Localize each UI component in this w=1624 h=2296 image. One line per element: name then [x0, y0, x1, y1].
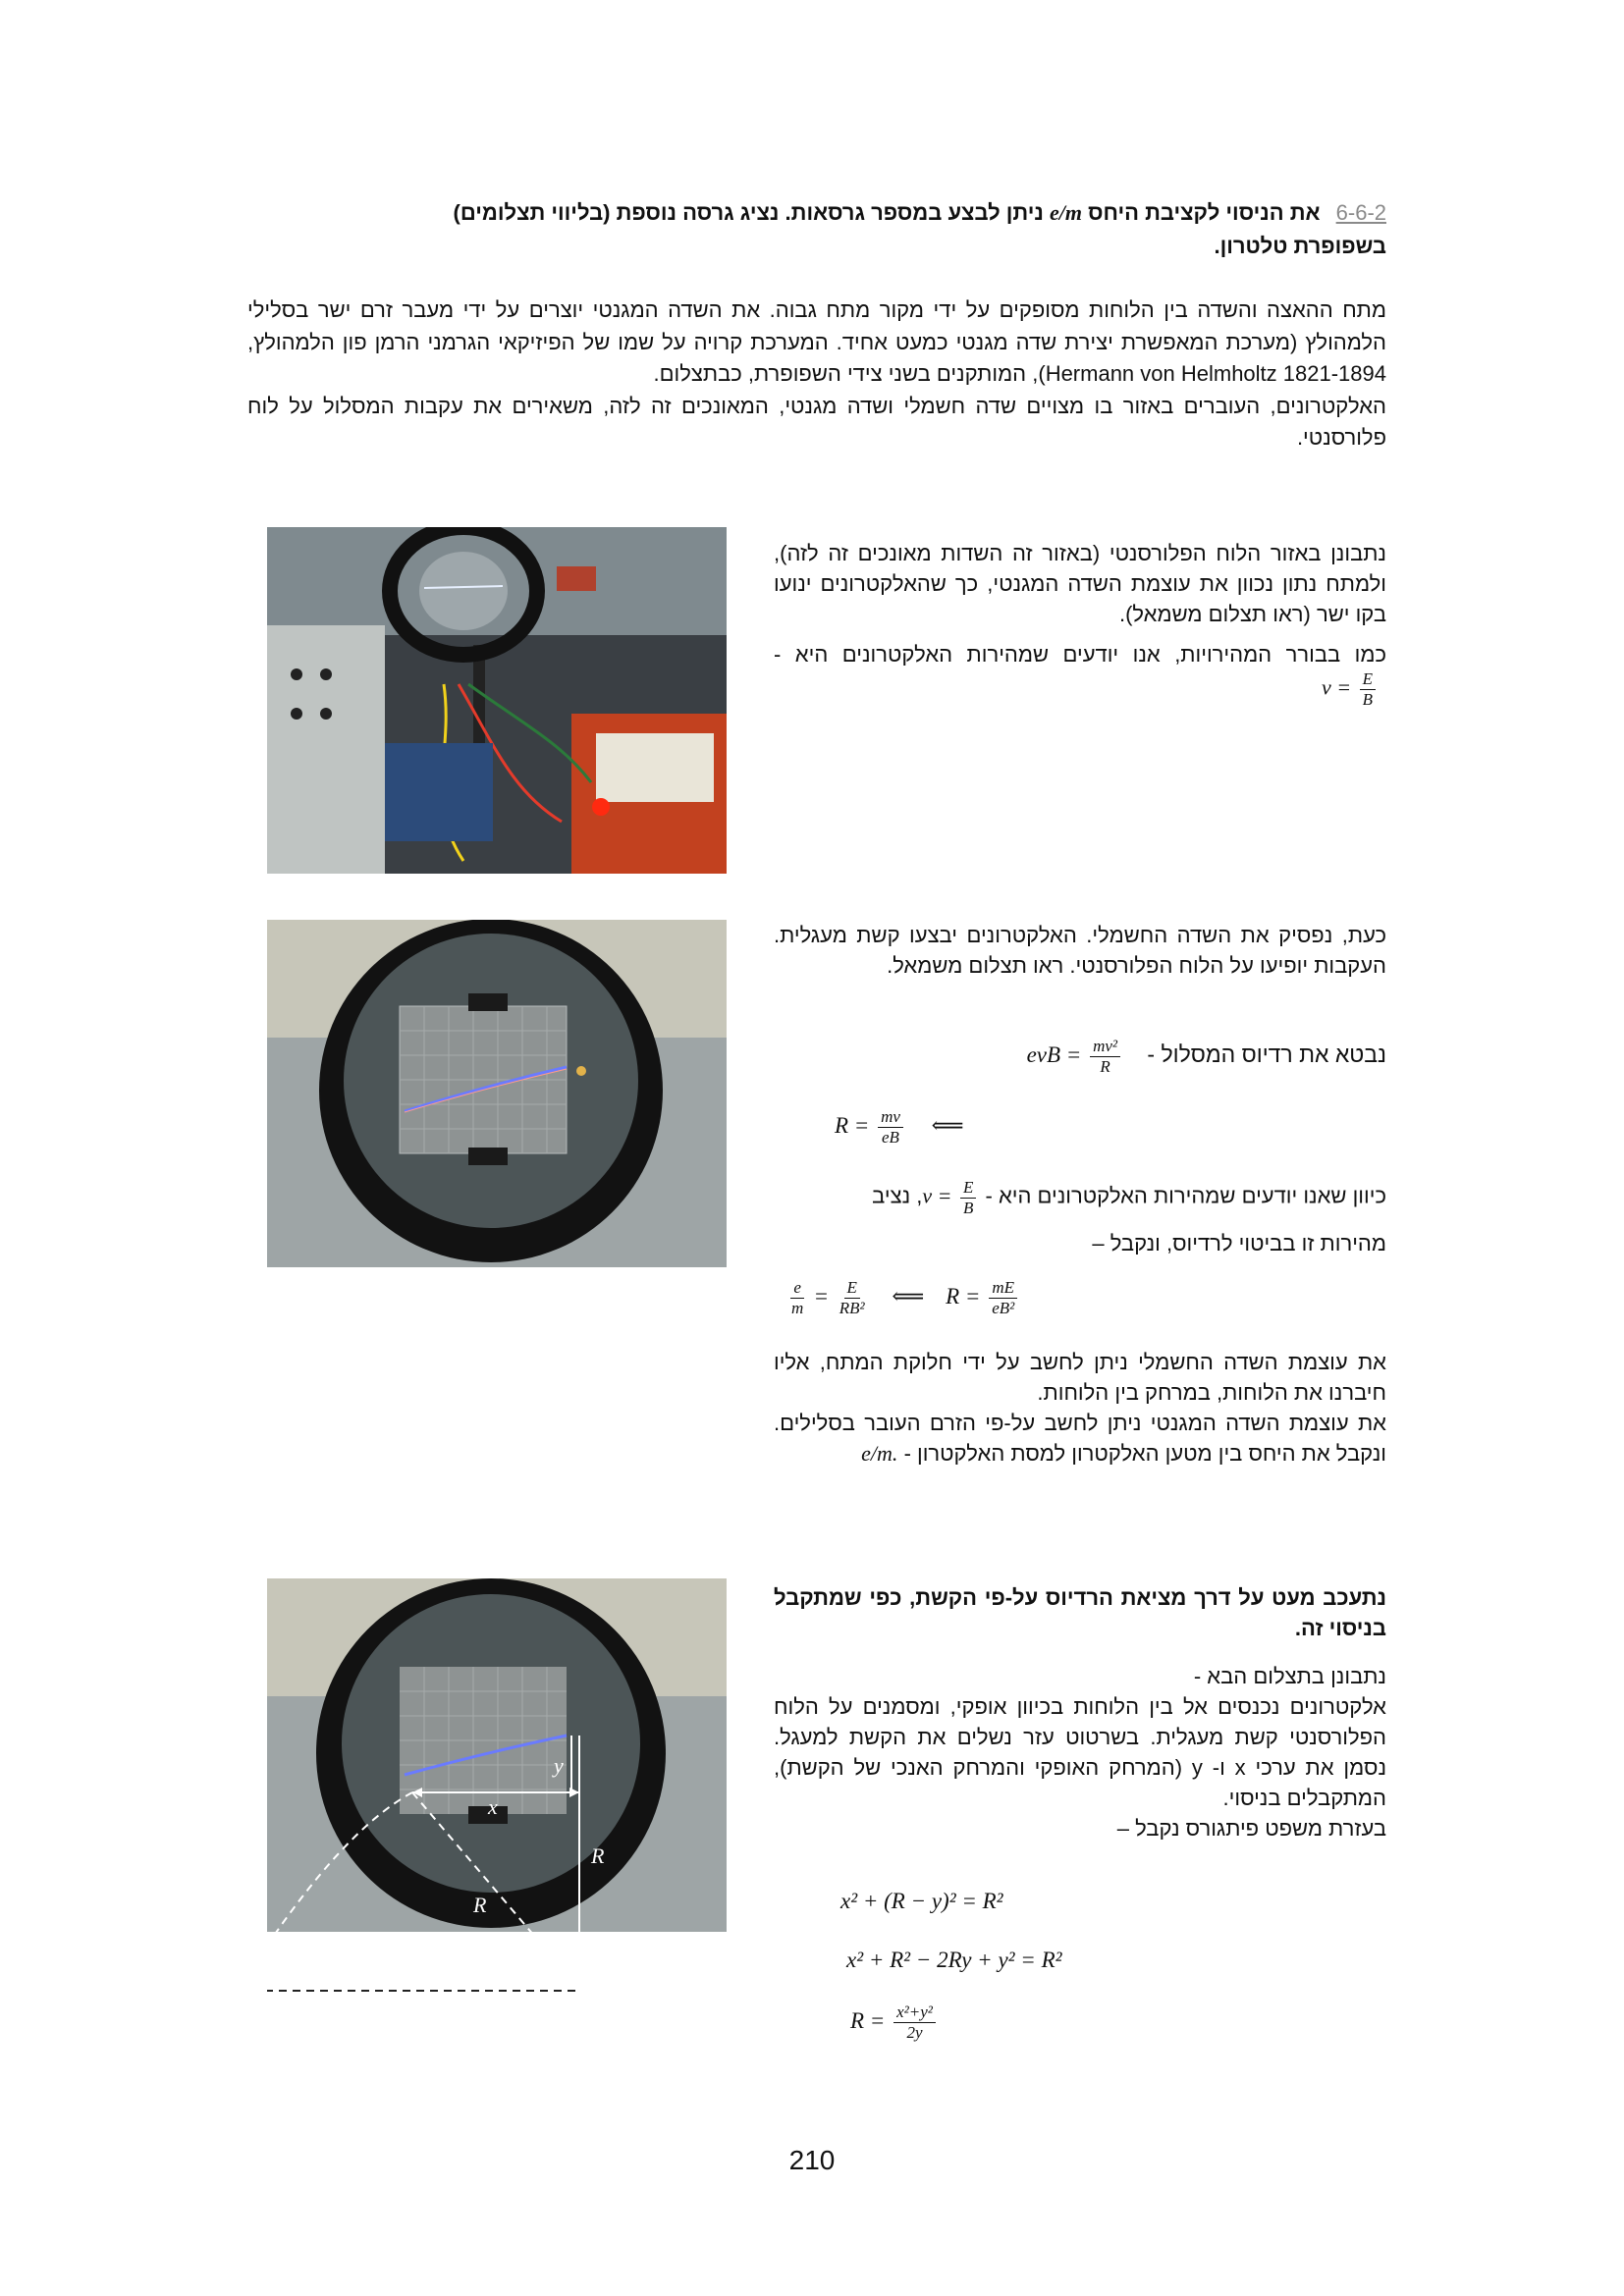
radius-line: נבטא את רדיוס המסלול - evB = $\frac{\text{mv²}}{R}$	[1026, 1037, 1386, 1076]
block3-text	[774, 1582, 1386, 1843]
block1-paragraph-2: כמו בבורר המהירויות, אנו יודעים שמהירות האלקטרונים היא - v = $\frac{E}{B}$	[774, 642, 1386, 709]
label-y: y	[554, 1753, 564, 1778]
implies-arrow: ⟸	[931, 1112, 964, 1138]
radius-result-equation: R = $\frac{\text{x²+y²}}{2y}$	[850, 2002, 939, 2043]
block2-paragraph-1: כעת, נפסיק את השדה החשמלי. האלקטרונים יבצעו קשת מעגלית. העקבות יופיעו על הלוח הפלורסנטי. ראו תצלום משמאל.	[774, 923, 1386, 978]
block2-paragraph-3: את עוצמת השדה החשמלי ניתן לחשב על ידי חלוקת המתח, אליו חיברנו את הלוחות, במרחק בין הלוחות.	[774, 1350, 1386, 1405]
arc-construction-overlay	[267, 1578, 640, 2010]
heading-line-2: בשפופרת טלטרון.	[1214, 234, 1386, 258]
pythagoras-equation-2: x² + R² − 2Ry + y² = R²	[846, 1948, 1062, 1972]
photo-teltron-apparatus	[267, 527, 727, 874]
apparatus-photo-illustration	[267, 527, 727, 874]
block2-paragraph-4: את עוצמת השדה המגנטי ניתן לחשב על-פי הזרם העובר בסלילים. ונקבל את היחס בין מטען האלקטרון למסת האלקטרון - e/m.	[774, 1411, 1386, 1466]
label-r-vertical: R	[591, 1843, 605, 1868]
intro-paragraph-1: מתח ההאצה והשדה בין הלוחות מסופקים על ידי מקור מתח גבוה. את השדה המגנטי יוצרים על ידי מעבר זרם ישר בסלילי הלמהולץ (מערכת המאפשרת יצירת שדה מגנטי כמעט אחיד. המערכת קרויה על שמו של הפיזיקאי הגרמני הרמן פון הלמהולץ, Hermann von Helmholtz 1821-1894), המותקנים בשני צידי השפופרת, כבתצלום.	[247, 297, 1386, 386]
label-x: x	[488, 1794, 498, 1819]
radius-diagonal-dashed	[412, 1792, 579, 1989]
section-heading	[247, 196, 1386, 263]
block2-text	[774, 920, 1386, 990]
photo-circular-arc	[267, 920, 727, 1267]
heading-text-a: את הניסוי לקציבת היחס	[1088, 200, 1321, 225]
intro-paragraph-2: האלקטרונים, העוברים באזור בו מצויים שדה חשמלי ושדה מגנטי, המאונכים זה לזה, משאירים את עקבות המסלול על לוח פלורסנטי.	[247, 393, 1386, 450]
block1-text	[774, 538, 1386, 720]
velocity-equation: v = $\frac{E}{B}$	[1322, 669, 1379, 710]
block3-paragraph-2: אלקטרונים נכנסים אל בין הלוחות בכיוון אופקי, ומסמנים על הלוח הפלורסנטי קשת מעגלית. בשרטוט עזר נשלים את הקשת למעגל. נסמן את ערכי x ו- y (המרחק האופקי והמרחק האנכי של הקשת), המתקבלים בניסוי.	[774, 1694, 1387, 1810]
force-equation: evB = $\frac{\text{mv²}}{R}$	[1027, 1037, 1123, 1077]
block2-velocity-sub: כיוון שאנו יודעים שמהירות האלקטרונים היא - v = $\frac{E}{B}$ , נציב מהירות זו בביטוי לרדיוס, ונקבל –	[774, 1178, 1386, 1268]
em-ratio-equation: $\frac{e}{m}$ = $\frac{E}{\text{RB²}}$ ⟸ R = $\frac{mE}{\text{eB²}}$	[785, 1278, 1020, 1318]
radius-equation: R = $\frac{mv}{eB}$ ⟸	[835, 1107, 964, 1147]
heading-text-b: ניתן לבצע במספר גרסאות. נציג גרסה נוספת (בליווי תצלומים)	[453, 200, 1044, 225]
section-number-link[interactable]: 6-6-2	[1335, 200, 1386, 225]
heading-math-em: e/m	[1050, 200, 1083, 225]
velocity-sub-equation: v = $\frac{E}{B}$	[922, 1178, 979, 1218]
arc-photo-illustration	[267, 920, 727, 1267]
block3-paragraph-3: בעזרת משפט פיתגורס נקבל –	[1116, 1816, 1386, 1841]
block2-fields-text	[774, 1347, 1386, 1468]
label-r-diagonal: R	[473, 1893, 487, 1917]
block3-heading: נתעכב מעט על דרך מציאת הרדיוס על-פי הקשת, כפי שמתקבל בניסוי זה.	[774, 1585, 1386, 1640]
arc-completion-dashed	[267, 1792, 412, 1991]
block1-paragraph-1: נתבונן באזור הלוח הפלורסנטי (באזור זה השדות מאונכים זה לזה), ולמתח נתון נכוון את עוצמת השדה המגנטי, כך שהאלקטרונים ינועו בקו ישר (ראו תצלום משמאל).	[774, 541, 1386, 626]
block2-paragraph-2c: מהירות זו בביטוי לרדיוס, ונקבל –	[1092, 1231, 1386, 1255]
intro-text	[247, 294, 1386, 454]
pythagoras-equation-1: x² + (R − y)² = R²	[840, 1889, 1003, 1913]
block3-paragraph-1: נתבונן בתצלום הבא -	[1193, 1664, 1386, 1688]
page-number: 210	[788, 2145, 836, 2175]
